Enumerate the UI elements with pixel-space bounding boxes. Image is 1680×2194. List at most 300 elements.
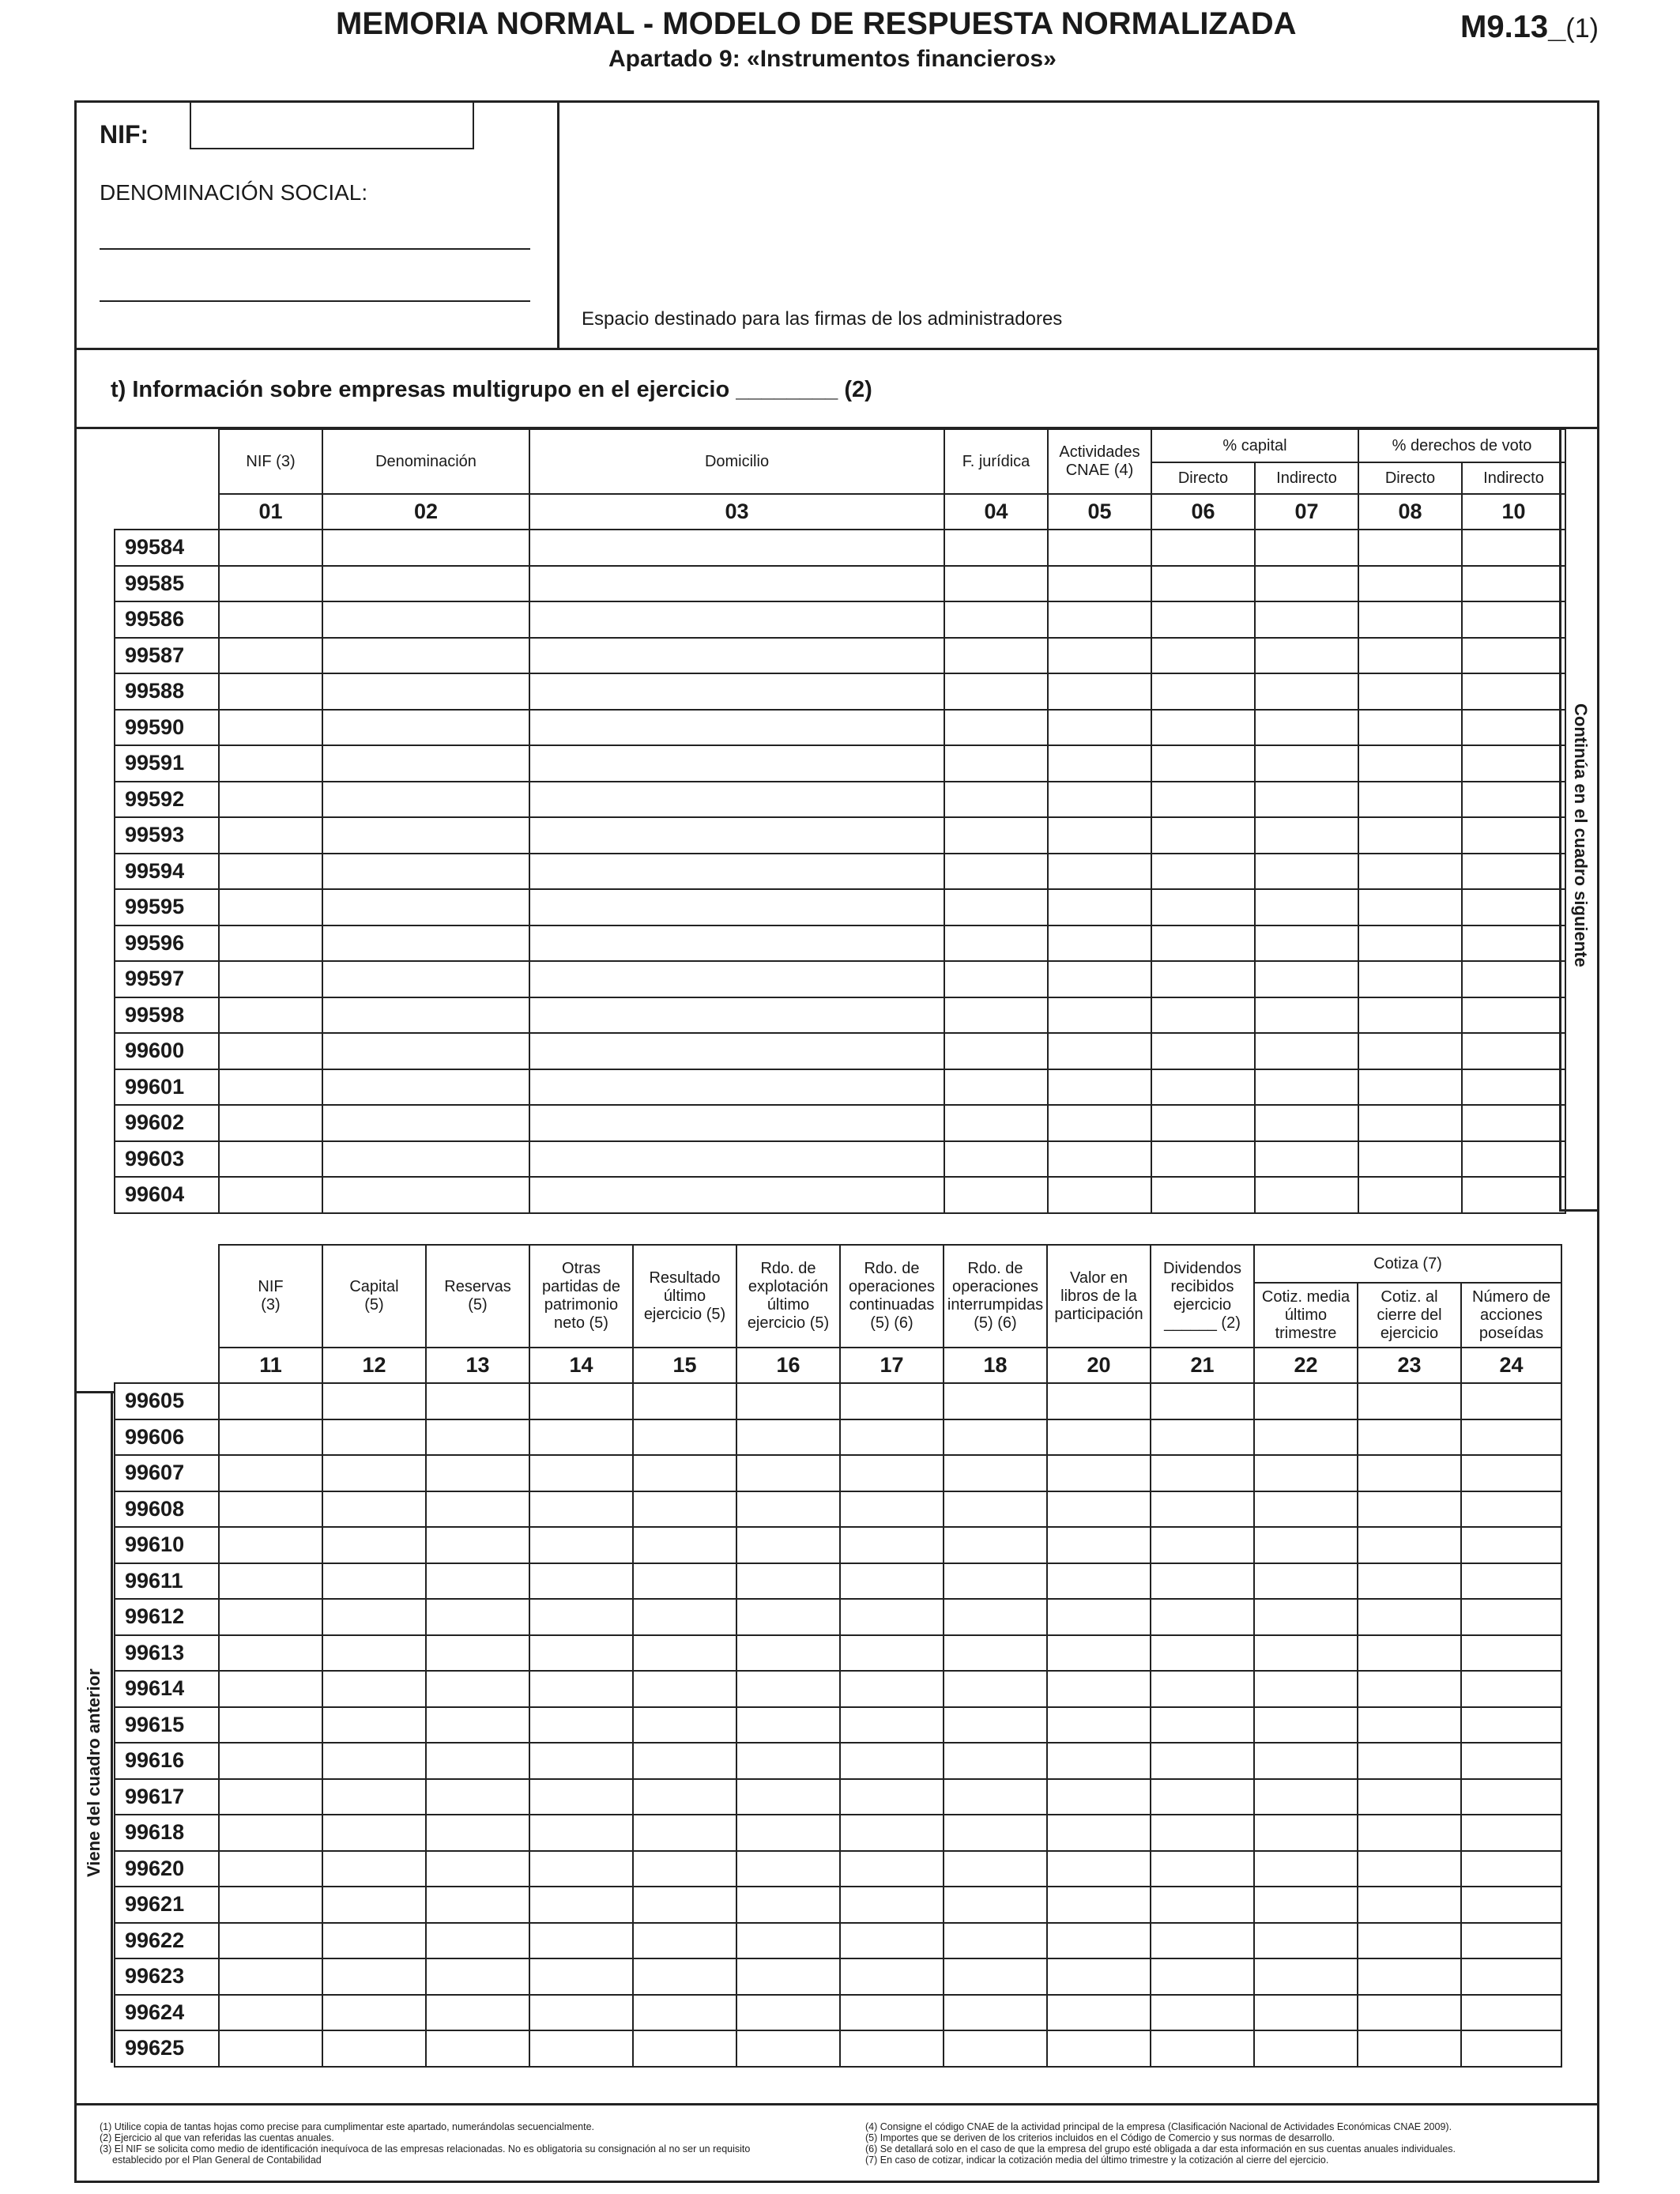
input-cell[interactable] — [633, 1563, 736, 1600]
input-cell[interactable] — [219, 1527, 322, 1563]
input-cell[interactable] — [1047, 1887, 1151, 1923]
input-cell[interactable] — [944, 1958, 1047, 1995]
input-cell[interactable] — [1151, 1887, 1254, 1923]
input-cell[interactable] — [529, 925, 944, 962]
input-cell[interactable] — [944, 601, 1048, 638]
input-cell[interactable] — [840, 1779, 944, 1815]
input-cell[interactable] — [944, 2030, 1047, 2067]
input-cell[interactable] — [426, 1563, 529, 1600]
input-cell[interactable] — [944, 1527, 1047, 1563]
input-cell[interactable] — [1047, 1527, 1151, 1563]
input-cell[interactable] — [529, 530, 944, 566]
input-cell[interactable] — [426, 1599, 529, 1635]
input-cell[interactable] — [219, 1923, 322, 1959]
input-cell[interactable] — [1151, 745, 1255, 782]
input-cell[interactable] — [633, 1851, 736, 1887]
input-cell[interactable] — [219, 1419, 322, 1456]
input-cell[interactable] — [736, 1635, 840, 1672]
input-cell[interactable] — [1254, 1743, 1358, 1779]
input-cell[interactable] — [633, 1491, 736, 1528]
input-cell[interactable] — [322, 817, 529, 854]
input-cell[interactable] — [944, 817, 1048, 854]
input-cell[interactable] — [736, 1527, 840, 1563]
input-cell[interactable] — [1255, 566, 1358, 602]
input-cell[interactable] — [426, 1923, 529, 1959]
input-cell[interactable] — [322, 1033, 529, 1069]
input-cell[interactable] — [1462, 710, 1565, 746]
input-cell[interactable] — [1048, 745, 1151, 782]
input-cell[interactable] — [944, 673, 1048, 710]
input-cell[interactable] — [944, 1887, 1047, 1923]
input-cell[interactable] — [529, 1707, 633, 1744]
input-cell[interactable] — [1462, 638, 1565, 674]
input-cell[interactable] — [736, 1707, 840, 1744]
input-cell[interactable] — [944, 1779, 1047, 1815]
input-cell[interactable] — [736, 1995, 840, 2031]
input-cell[interactable] — [322, 1177, 529, 1213]
input-cell[interactable] — [944, 1105, 1048, 1141]
input-cell[interactable] — [219, 997, 322, 1034]
input-cell[interactable] — [529, 997, 944, 1034]
input-cell[interactable] — [219, 1599, 322, 1635]
input-cell[interactable] — [633, 1419, 736, 1456]
input-cell[interactable] — [1358, 1779, 1461, 1815]
input-cell[interactable] — [1048, 1069, 1151, 1106]
input-cell[interactable] — [1255, 530, 1358, 566]
input-cell[interactable] — [1462, 1033, 1565, 1069]
input-cell[interactable] — [1151, 854, 1255, 890]
input-cell[interactable] — [1048, 1177, 1151, 1213]
input-cell[interactable] — [1358, 1851, 1461, 1887]
input-cell[interactable] — [1151, 710, 1255, 746]
input-cell[interactable] — [1048, 782, 1151, 818]
input-cell[interactable] — [219, 601, 322, 638]
input-cell[interactable] — [1254, 1491, 1358, 1528]
input-cell[interactable] — [1461, 1779, 1561, 1815]
input-cell[interactable] — [1461, 1887, 1561, 1923]
input-cell[interactable] — [1047, 1671, 1151, 1707]
input-cell[interactable] — [1151, 1995, 1254, 2031]
input-cell[interactable] — [1358, 2030, 1461, 2067]
input-cell[interactable] — [944, 925, 1048, 962]
input-cell[interactable] — [1461, 1455, 1561, 1491]
input-cell[interactable] — [1358, 1105, 1462, 1141]
input-cell[interactable] — [322, 854, 529, 890]
input-cell[interactable] — [1151, 1455, 1254, 1491]
input-cell[interactable] — [322, 1851, 426, 1887]
input-cell[interactable] — [1254, 1707, 1358, 1744]
input-cell[interactable] — [1358, 745, 1462, 782]
input-cell[interactable] — [1047, 1707, 1151, 1744]
input-cell[interactable] — [1048, 889, 1151, 925]
input-cell[interactable] — [322, 889, 529, 925]
input-cell[interactable] — [1151, 889, 1255, 925]
input-cell[interactable] — [322, 1141, 529, 1178]
input-cell[interactable] — [736, 1958, 840, 1995]
input-cell[interactable] — [1358, 1563, 1461, 1600]
input-cell[interactable] — [1461, 1815, 1561, 1851]
input-cell[interactable] — [219, 1887, 322, 1923]
input-cell[interactable] — [1358, 1599, 1461, 1635]
input-cell[interactable] — [529, 673, 944, 710]
input-cell[interactable] — [322, 925, 529, 962]
input-cell[interactable] — [1462, 889, 1565, 925]
input-cell[interactable] — [322, 1743, 426, 1779]
input-cell[interactable] — [219, 889, 322, 925]
input-cell[interactable] — [529, 1419, 633, 1456]
input-cell[interactable] — [1358, 889, 1462, 925]
input-cell[interactable] — [219, 710, 322, 746]
input-cell[interactable] — [426, 1419, 529, 1456]
input-cell[interactable] — [1255, 601, 1358, 638]
input-cell[interactable] — [322, 782, 529, 818]
input-cell[interactable] — [1151, 1779, 1254, 1815]
input-cell[interactable] — [1461, 1923, 1561, 1959]
input-cell[interactable] — [219, 1743, 322, 1779]
input-cell[interactable] — [944, 889, 1048, 925]
input-cell[interactable] — [1254, 1527, 1358, 1563]
input-cell[interactable] — [1151, 638, 1255, 674]
input-cell[interactable] — [219, 530, 322, 566]
input-cell[interactable] — [1254, 1958, 1358, 1995]
input-cell[interactable] — [1255, 1105, 1358, 1141]
input-cell[interactable] — [1462, 817, 1565, 854]
input-cell[interactable] — [1358, 530, 1462, 566]
input-cell[interactable] — [736, 1563, 840, 1600]
input-cell[interactable] — [1358, 1383, 1461, 1419]
input-cell[interactable] — [322, 638, 529, 674]
input-cell[interactable] — [1461, 2030, 1561, 2067]
input-cell[interactable] — [633, 1958, 736, 1995]
input-cell[interactable] — [840, 1383, 944, 1419]
input-cell[interactable] — [1461, 1958, 1561, 1995]
input-cell[interactable] — [1254, 1599, 1358, 1635]
input-cell[interactable] — [529, 1743, 633, 1779]
input-cell[interactable] — [1255, 889, 1358, 925]
input-cell[interactable] — [840, 1743, 944, 1779]
input-cell[interactable] — [1255, 710, 1358, 746]
input-cell[interactable] — [1358, 1635, 1461, 1672]
input-cell[interactable] — [1048, 530, 1151, 566]
input-cell[interactable] — [322, 601, 529, 638]
input-cell[interactable] — [322, 1455, 426, 1491]
input-cell[interactable] — [736, 1419, 840, 1456]
input-cell[interactable] — [529, 1599, 633, 1635]
input-cell[interactable] — [1462, 854, 1565, 890]
input-cell[interactable] — [322, 1779, 426, 1815]
input-cell[interactable] — [426, 2030, 529, 2067]
input-cell[interactable] — [944, 1455, 1047, 1491]
input-cell[interactable] — [1048, 961, 1151, 997]
input-cell[interactable] — [944, 1995, 1047, 2031]
input-cell[interactable] — [1048, 601, 1151, 638]
input-cell[interactable] — [1151, 1923, 1254, 1959]
input-cell[interactable] — [1358, 1995, 1461, 2031]
input-cell[interactable] — [219, 638, 322, 674]
input-cell[interactable] — [1462, 673, 1565, 710]
input-cell[interactable] — [1255, 1141, 1358, 1178]
input-cell[interactable] — [1358, 997, 1462, 1034]
input-cell[interactable] — [944, 1599, 1047, 1635]
input-cell[interactable] — [1358, 1707, 1461, 1744]
input-cell[interactable] — [1254, 1923, 1358, 1959]
input-cell[interactable] — [1358, 1141, 1462, 1178]
input-cell[interactable] — [426, 1887, 529, 1923]
input-cell[interactable] — [529, 710, 944, 746]
input-cell[interactable] — [219, 1105, 322, 1141]
input-cell[interactable] — [1358, 566, 1462, 602]
input-cell[interactable] — [219, 1455, 322, 1491]
input-cell[interactable] — [944, 1815, 1047, 1851]
input-cell[interactable] — [322, 1923, 426, 1959]
input-cell[interactable] — [529, 1563, 633, 1600]
input-cell[interactable] — [1254, 1779, 1358, 1815]
input-cell[interactable] — [633, 1455, 736, 1491]
input-cell[interactable] — [322, 1958, 426, 1995]
input-cell[interactable] — [219, 1815, 322, 1851]
denominacion-line-1[interactable] — [100, 248, 530, 250]
denominacion-line-2[interactable] — [100, 300, 530, 302]
input-cell[interactable] — [1358, 638, 1462, 674]
input-cell[interactable] — [529, 1815, 633, 1851]
input-cell[interactable] — [1048, 925, 1151, 962]
input-cell[interactable] — [944, 1033, 1048, 1069]
input-cell[interactable] — [1462, 566, 1565, 602]
input-cell[interactable] — [1254, 1851, 1358, 1887]
input-cell[interactable] — [529, 1177, 944, 1213]
input-cell[interactable] — [944, 745, 1048, 782]
input-cell[interactable] — [1462, 1105, 1565, 1141]
input-cell[interactable] — [1047, 1743, 1151, 1779]
input-cell[interactable] — [1255, 1069, 1358, 1106]
input-cell[interactable] — [322, 1105, 529, 1141]
input-cell[interactable] — [1151, 530, 1255, 566]
input-cell[interactable] — [529, 1455, 633, 1491]
input-cell[interactable] — [322, 1635, 426, 1672]
input-cell[interactable] — [1461, 1491, 1561, 1528]
input-cell[interactable] — [1461, 1851, 1561, 1887]
input-cell[interactable] — [840, 1671, 944, 1707]
input-cell[interactable] — [1461, 1599, 1561, 1635]
input-cell[interactable] — [1151, 1033, 1255, 1069]
input-cell[interactable] — [633, 1599, 736, 1635]
input-cell[interactable] — [529, 1779, 633, 1815]
input-cell[interactable] — [426, 1527, 529, 1563]
input-cell[interactable] — [1462, 1069, 1565, 1106]
input-cell[interactable] — [322, 1887, 426, 1923]
input-cell[interactable] — [1151, 1958, 1254, 1995]
input-cell[interactable] — [219, 1141, 322, 1178]
input-cell[interactable] — [1048, 673, 1151, 710]
input-cell[interactable] — [426, 1995, 529, 2031]
input-cell[interactable] — [1048, 854, 1151, 890]
input-cell[interactable] — [1151, 1069, 1255, 1106]
input-cell[interactable] — [529, 1069, 944, 1106]
input-cell[interactable] — [736, 1851, 840, 1887]
input-cell[interactable] — [529, 1923, 633, 1959]
input-cell[interactable] — [1254, 2030, 1358, 2067]
input-cell[interactable] — [1462, 601, 1565, 638]
input-cell[interactable] — [322, 997, 529, 1034]
input-cell[interactable] — [1358, 1887, 1461, 1923]
input-cell[interactable] — [1254, 1635, 1358, 1672]
input-cell[interactable] — [1358, 1491, 1461, 1528]
input-cell[interactable] — [840, 1635, 944, 1672]
input-cell[interactable] — [529, 745, 944, 782]
input-cell[interactable] — [1151, 1527, 1254, 1563]
input-cell[interactable] — [1048, 817, 1151, 854]
input-cell[interactable] — [322, 530, 529, 566]
input-cell[interactable] — [1151, 1491, 1254, 1528]
input-cell[interactable] — [736, 1923, 840, 1959]
input-cell[interactable] — [529, 2030, 633, 2067]
input-cell[interactable] — [1255, 745, 1358, 782]
input-cell[interactable] — [1358, 1455, 1461, 1491]
input-cell[interactable] — [633, 1779, 736, 1815]
input-cell[interactable] — [840, 1491, 944, 1528]
input-cell[interactable] — [840, 1419, 944, 1456]
input-cell[interactable] — [1462, 997, 1565, 1034]
input-cell[interactable] — [529, 817, 944, 854]
input-cell[interactable] — [1151, 601, 1255, 638]
input-cell[interactable] — [1462, 1141, 1565, 1178]
input-cell[interactable] — [1461, 1419, 1561, 1456]
input-cell[interactable] — [944, 782, 1048, 818]
input-cell[interactable] — [1151, 1141, 1255, 1178]
input-cell[interactable] — [1358, 854, 1462, 890]
input-cell[interactable] — [1462, 530, 1565, 566]
input-cell[interactable] — [529, 1995, 633, 2031]
input-cell[interactable] — [840, 1995, 944, 2031]
input-cell[interactable] — [1047, 1815, 1151, 1851]
input-cell[interactable] — [219, 566, 322, 602]
input-cell[interactable] — [219, 1707, 322, 1744]
input-cell[interactable] — [219, 2030, 322, 2067]
input-cell[interactable] — [633, 1743, 736, 1779]
input-cell[interactable] — [529, 782, 944, 818]
input-cell[interactable] — [1255, 961, 1358, 997]
input-cell[interactable] — [944, 1069, 1048, 1106]
input-cell[interactable] — [1047, 1995, 1151, 2031]
input-cell[interactable] — [840, 1563, 944, 1600]
input-cell[interactable] — [1047, 1455, 1151, 1491]
input-cell[interactable] — [322, 1069, 529, 1106]
input-cell[interactable] — [1255, 1177, 1358, 1213]
input-cell[interactable] — [633, 1923, 736, 1959]
input-cell[interactable] — [633, 1707, 736, 1744]
input-cell[interactable] — [1358, 1419, 1461, 1456]
input-cell[interactable] — [736, 1383, 840, 1419]
nif-field[interactable] — [190, 100, 474, 149]
input-cell[interactable] — [1254, 1455, 1358, 1491]
input-cell[interactable] — [1048, 1033, 1151, 1069]
input-cell[interactable] — [322, 961, 529, 997]
input-cell[interactable] — [322, 1383, 426, 1419]
input-cell[interactable] — [1358, 961, 1462, 997]
input-cell[interactable] — [1151, 1177, 1255, 1213]
input-cell[interactable] — [529, 889, 944, 925]
input-cell[interactable] — [1047, 1851, 1151, 1887]
input-cell[interactable] — [1151, 1851, 1254, 1887]
input-cell[interactable] — [1151, 1671, 1254, 1707]
input-cell[interactable] — [219, 854, 322, 890]
input-cell[interactable] — [1047, 1923, 1151, 1959]
input-cell[interactable] — [1462, 925, 1565, 962]
input-cell[interactable] — [1047, 1419, 1151, 1456]
input-cell[interactable] — [1255, 817, 1358, 854]
input-cell[interactable] — [219, 1851, 322, 1887]
input-cell[interactable] — [219, 817, 322, 854]
input-cell[interactable] — [736, 1887, 840, 1923]
input-cell[interactable] — [426, 1491, 529, 1528]
input-cell[interactable] — [322, 1491, 426, 1528]
input-cell[interactable] — [322, 1815, 426, 1851]
input-cell[interactable] — [944, 1419, 1047, 1456]
input-cell[interactable] — [944, 1851, 1047, 1887]
input-cell[interactable] — [944, 1923, 1047, 1959]
input-cell[interactable] — [1151, 1707, 1254, 1744]
input-cell[interactable] — [1151, 673, 1255, 710]
input-cell[interactable] — [1461, 1383, 1561, 1419]
input-cell[interactable] — [529, 1527, 633, 1563]
input-cell[interactable] — [1151, 925, 1255, 962]
input-cell[interactable] — [944, 638, 1048, 674]
input-cell[interactable] — [1358, 1527, 1461, 1563]
input-cell[interactable] — [1255, 673, 1358, 710]
input-cell[interactable] — [1151, 1635, 1254, 1672]
input-cell[interactable] — [1151, 997, 1255, 1034]
input-cell[interactable] — [840, 1887, 944, 1923]
input-cell[interactable] — [322, 1599, 426, 1635]
input-cell[interactable] — [633, 2030, 736, 2067]
input-cell[interactable] — [426, 1815, 529, 1851]
input-cell[interactable] — [1461, 1671, 1561, 1707]
input-cell[interactable] — [633, 1815, 736, 1851]
input-cell[interactable] — [322, 1527, 426, 1563]
input-cell[interactable] — [1254, 1419, 1358, 1456]
input-cell[interactable] — [1462, 961, 1565, 997]
input-cell[interactable] — [1151, 1419, 1254, 1456]
input-cell[interactable] — [529, 1887, 633, 1923]
input-cell[interactable] — [1358, 1177, 1462, 1213]
input-cell[interactable] — [529, 1851, 633, 1887]
input-cell[interactable] — [219, 1958, 322, 1995]
input-cell[interactable] — [322, 710, 529, 746]
input-cell[interactable] — [426, 1671, 529, 1707]
input-cell[interactable] — [944, 1491, 1047, 1528]
input-cell[interactable] — [1462, 1177, 1565, 1213]
input-cell[interactable] — [736, 1491, 840, 1528]
input-cell[interactable] — [1462, 782, 1565, 818]
input-cell[interactable] — [840, 1958, 944, 1995]
input-cell[interactable] — [219, 1563, 322, 1600]
input-cell[interactable] — [1461, 1995, 1561, 2031]
input-cell[interactable] — [426, 1779, 529, 1815]
input-cell[interactable] — [529, 1033, 944, 1069]
input-cell[interactable] — [219, 1635, 322, 1672]
input-cell[interactable] — [1047, 1599, 1151, 1635]
input-cell[interactable] — [1358, 601, 1462, 638]
input-cell[interactable] — [840, 1527, 944, 1563]
input-cell[interactable] — [529, 601, 944, 638]
input-cell[interactable] — [736, 1743, 840, 1779]
input-cell[interactable] — [944, 961, 1048, 997]
input-cell[interactable] — [1255, 1033, 1358, 1069]
input-cell[interactable] — [219, 1069, 322, 1106]
input-cell[interactable] — [1254, 1671, 1358, 1707]
input-cell[interactable] — [322, 745, 529, 782]
input-cell[interactable] — [840, 2030, 944, 2067]
